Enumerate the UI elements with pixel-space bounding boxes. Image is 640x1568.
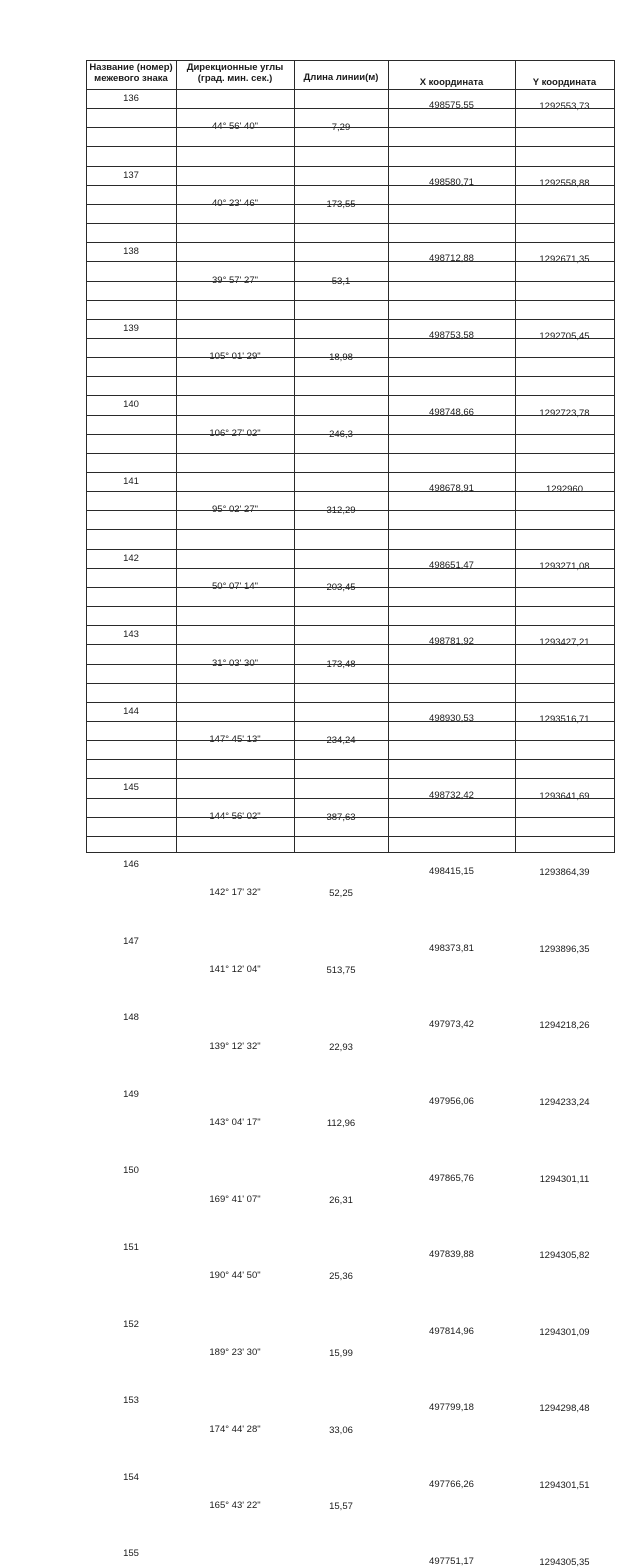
header-x: X координата [419,77,484,88]
row-border [86,261,615,262]
row-border [86,702,615,703]
x-coordinate: 497814,96 [429,1325,474,1337]
row-border [86,204,615,205]
row-border [86,778,615,779]
row-border [86,472,615,473]
direction-angle: 147° 45' 13" [209,734,261,746]
direction-angle: 40° 23' 46" [212,197,258,209]
point-name: 144 [123,705,139,717]
direction-angle: 105° 01' 29" [209,351,261,363]
line-length: 234,24 [326,735,356,747]
column-border [515,60,516,853]
row-border [86,549,615,550]
line-length: 112,96 [326,1118,356,1130]
direction-angle: 44° 56' 40" [212,121,258,133]
direction-angle: 144° 56' 02" [209,810,261,822]
line-length: 33,06 [329,1424,353,1436]
row-border [86,798,615,799]
line-length: 52,25 [329,888,353,900]
direction-angle: 142° 17' 32" [209,887,261,899]
x-coordinate: 497751,17 [429,1555,474,1567]
direction-angle: 139° 12' 32" [209,1040,261,1052]
point-name: 146 [123,859,139,870]
table-top-border [86,60,615,61]
y-coordinate: 1293427,21 [539,637,590,649]
row-border [86,587,615,588]
y-coordinate: 1294301,09 [539,1326,590,1338]
row-border [86,376,615,377]
row-border [86,242,615,243]
direction-angle: 31° 03' 30" [212,657,258,669]
row-border [86,300,615,301]
line-length: 7,29 [331,122,351,134]
x-coordinate: 498712,88 [429,253,474,265]
point-name: 155 [123,1548,139,1560]
point-name: 148 [123,1012,139,1024]
row-border [86,644,615,645]
header-length: Длина линии(м) [303,72,379,83]
column-border [86,60,87,853]
x-coordinate: 498415,15 [429,866,474,878]
x-coordinate: 497766,26 [429,1478,474,1490]
column-border [294,60,295,853]
line-length: 387,63 [326,811,356,823]
point-name: 153 [123,1395,139,1407]
point-name: 143 [123,629,139,641]
y-coordinate: 1292705,45 [539,330,590,342]
row-border [86,836,615,837]
point-name: 145 [123,782,139,794]
row-border [86,166,615,167]
column-border [388,60,389,853]
y-coordinate: 1294218,26 [539,1020,590,1032]
column-border [614,60,615,853]
x-coordinate: 497956,06 [429,1095,474,1107]
line-length: 15,57 [329,1501,353,1513]
y-coordinate: 1293641,69 [539,790,590,802]
line-length: 173,55 [326,198,356,210]
x-coordinate: 498580,71 [429,176,474,188]
direction-angle: 50° 07' 14" [212,580,258,592]
row-border [86,357,615,358]
row-border [86,434,615,435]
header-angles: Дирекционные углы (град. мин. сек.) [186,62,284,84]
line-length: 173,48 [326,658,356,670]
row-border [86,529,615,530]
direction-angle: 39° 57' 27" [212,274,258,286]
y-coordinate: 1294305,35 [539,1556,590,1568]
y-coordinate: 1292558,88 [539,177,590,189]
line-length: 22,93 [329,1041,353,1053]
row-border [86,625,615,626]
y-coordinate: 1292553,73 [539,101,590,113]
row-border [86,319,615,320]
row-border [86,185,615,186]
point-name: 152 [123,1318,139,1330]
line-length: 26,31 [329,1194,353,1206]
row-border [86,740,615,741]
line-length: 513,75 [326,964,356,976]
direction-angle: 165° 43' 22" [209,1500,261,1512]
x-coordinate: 497799,18 [429,1402,474,1414]
y-coordinate: 1292671,35 [539,254,590,266]
direction-angle: 141° 12' 04" [209,963,261,975]
line-length: 203,45 [326,581,356,593]
point-name: 147 [123,935,139,947]
row-border [86,146,615,147]
x-coordinate: 498732,42 [429,789,474,801]
row-border [86,108,615,109]
line-length: 18,98 [329,352,353,364]
header-name: Название (номер) межевого знака [89,62,173,84]
line-length: 312,29 [326,505,356,517]
row-border [86,491,615,492]
row-border [86,568,615,569]
point-name: 138 [123,246,139,258]
direction-angle: 143° 04' 17" [209,1117,261,1129]
point-name: 141 [123,476,139,487]
point-name: 140 [123,399,139,411]
y-coordinate: 1294301,51 [539,1479,590,1491]
row-border [86,510,615,511]
y-coordinate: 1293271,08 [539,560,590,572]
x-coordinate: 498678,91 [429,483,474,495]
row-border [86,817,615,818]
point-name: 150 [123,1165,139,1177]
line-length: 53,1 [331,275,351,287]
direction-angle: 174° 44' 28" [209,1423,261,1435]
point-name: 149 [123,1088,139,1100]
x-coordinate: 498753,58 [429,329,474,341]
point-name: 154 [123,1471,139,1483]
y-coordinate: 1294301,11 [539,1173,590,1185]
x-coordinate: 498651,47 [429,559,474,571]
header-y: Y координата [532,77,597,88]
x-coordinate: 498575,55 [429,100,474,112]
row-border [86,453,615,454]
row-border [86,395,615,396]
row-border [86,281,615,282]
point-name: 142 [123,552,139,564]
line-length: 246,3 [329,428,353,440]
point-name: 139 [123,322,139,334]
x-coordinate: 498373,81 [429,942,474,954]
x-coordinate: 497839,88 [429,1249,474,1261]
direction-angle: 95° 02' 27" [212,504,258,516]
column-border [176,60,177,853]
row-border [86,223,615,224]
header-bottom-border [86,89,615,90]
y-coordinate: 1293896,35 [539,943,590,955]
row-border [86,852,615,853]
row-border [86,683,615,684]
y-coordinate: 1292723,78 [539,407,590,419]
row-border [86,415,615,416]
row-border [86,606,615,607]
y-coordinate: 1294298,48 [539,1403,590,1415]
row-border [86,664,615,665]
direction-angle: 169° 41' 07" [209,1193,261,1205]
row-border [86,721,615,722]
y-coordinate: 1294233,24 [539,1096,590,1108]
point-name: 136 [123,93,139,104]
x-coordinate: 497865,76 [429,1172,474,1184]
direction-angle: 189° 23' 30" [209,1346,261,1358]
x-coordinate: 498748,66 [429,406,474,418]
row-border [86,759,615,760]
direction-angle: 106° 27' 02" [209,427,261,439]
line-length: 25,36 [329,1271,353,1283]
direction-angle: 190° 44' 50" [209,1270,261,1282]
row-border [86,338,615,339]
y-coordinate: 1294305,82 [539,1250,590,1262]
y-coordinate: 1293516,71 [539,713,590,725]
row-border [86,127,615,128]
line-length: 15,99 [329,1347,353,1359]
x-coordinate: 497973,42 [429,1019,474,1031]
x-coordinate: 498781,92 [429,636,474,648]
point-name: 151 [123,1242,139,1253]
x-coordinate: 498930,53 [429,712,474,724]
y-coordinate: 1292960 [546,484,583,496]
y-coordinate: 1293864,39 [539,867,590,879]
point-name: 137 [123,169,139,181]
